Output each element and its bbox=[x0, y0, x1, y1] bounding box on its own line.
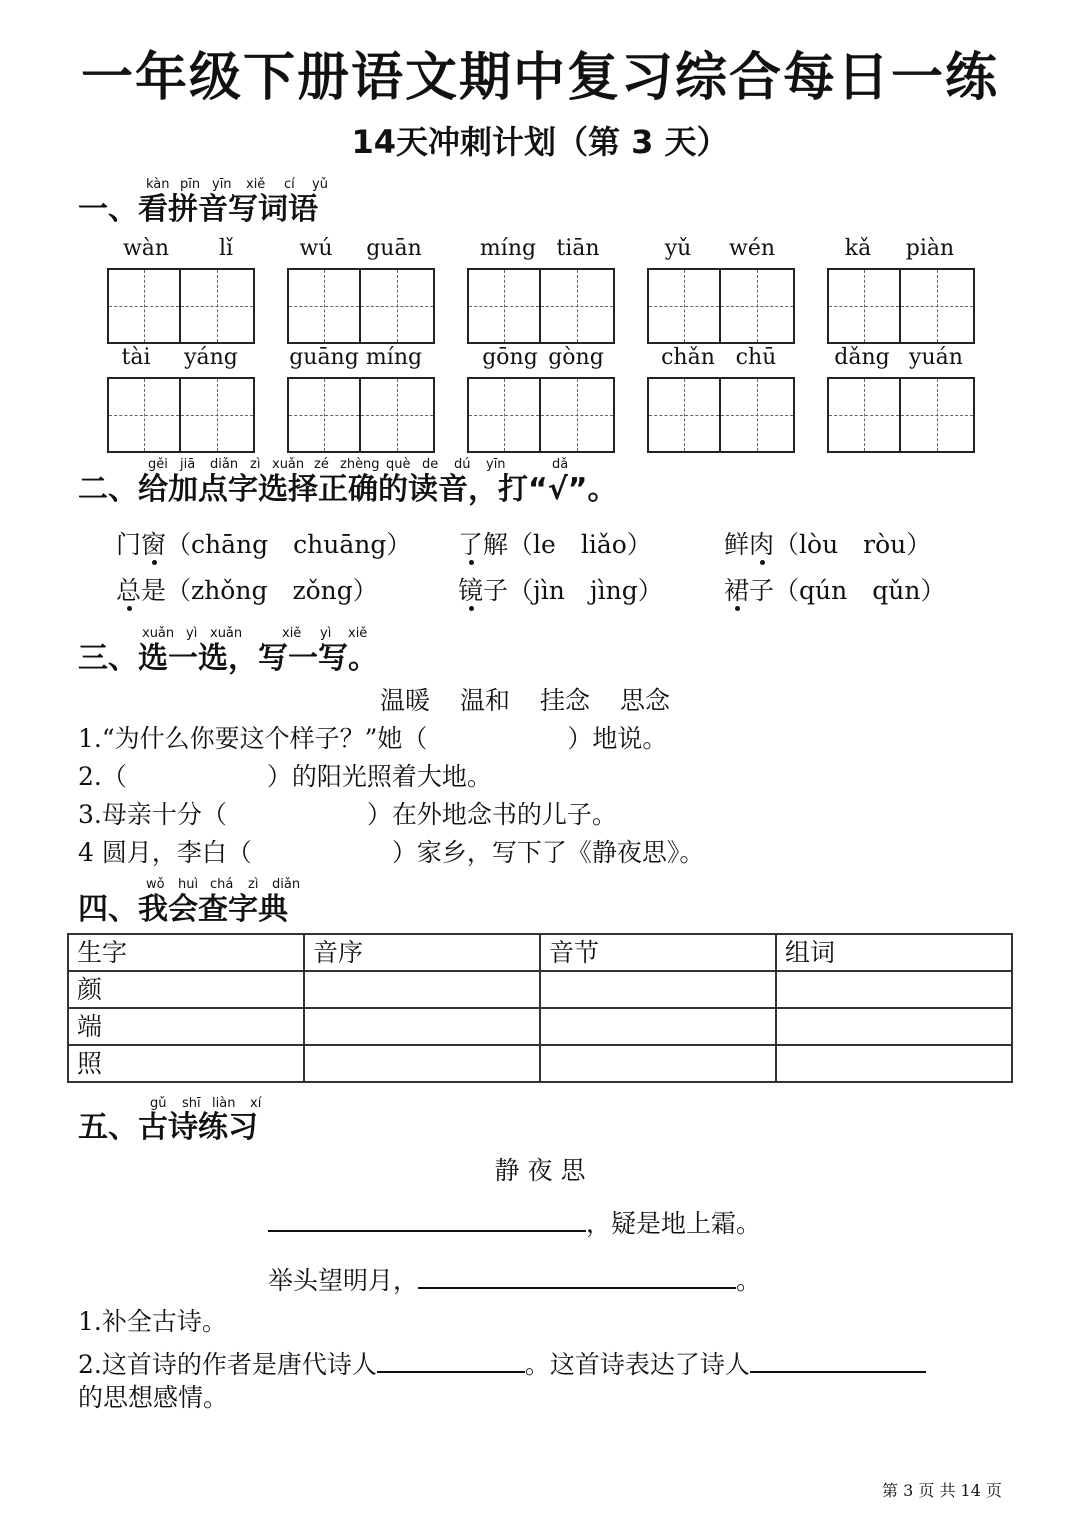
pinyin-annotation: xuǎn bbox=[210, 626, 243, 641]
pinyin-annotation: yì bbox=[186, 626, 198, 641]
writing-grid[interactable] bbox=[107, 377, 255, 453]
pinyin-annotation: xiě bbox=[246, 177, 266, 192]
section5-heading: 五、古诗练习 bbox=[78, 1110, 258, 1145]
pinyin-annotation: shī bbox=[182, 1096, 201, 1111]
question-text: ）的阳光照着大地。 bbox=[266, 762, 492, 791]
pinyin-label: piàn bbox=[905, 236, 955, 261]
dotted-char: 总 bbox=[116, 576, 142, 605]
answer-blank[interactable] bbox=[750, 1343, 926, 1373]
grid-cell[interactable] bbox=[181, 379, 253, 451]
answer-cell[interactable] bbox=[304, 1045, 540, 1082]
fill-question-1 bbox=[78, 722, 667, 756]
reading-options[interactable]: （zhǒng zǒng） bbox=[166, 576, 378, 605]
item-char: 子 bbox=[483, 576, 509, 605]
section1-heading: 一、看拼音写词语 bbox=[78, 192, 318, 227]
pinyin-label: chū bbox=[735, 345, 777, 370]
pinyin-annotation: liàn bbox=[212, 1096, 236, 1111]
reading-options[interactable]: （le liǎo） bbox=[508, 530, 652, 559]
word-option: 挂念 bbox=[540, 686, 591, 715]
poem-line-1 bbox=[268, 1202, 761, 1241]
pinyin-label: wén bbox=[728, 236, 776, 261]
pinyin-annotation: xuǎn bbox=[142, 626, 175, 641]
answer-cell[interactable] bbox=[540, 1045, 776, 1082]
pinyin-annotation: gěi bbox=[148, 457, 168, 472]
grid-cell[interactable] bbox=[109, 379, 181, 451]
dotted-char: 裙 bbox=[724, 576, 750, 605]
pinyin-label: míng bbox=[365, 345, 423, 370]
page-subtitle: 14天冲刺计划（第 3 天） bbox=[351, 123, 729, 161]
dictionary-table bbox=[67, 933, 1013, 1083]
fill-question-3 bbox=[78, 798, 617, 832]
pinyin-annotation: xiě bbox=[348, 626, 368, 641]
item-char: 解 bbox=[483, 530, 509, 559]
page-title: 一年级下册语文期中复习综合每日一练 bbox=[80, 48, 999, 108]
pinyin-label: yuán bbox=[909, 345, 963, 370]
pinyin-annotation: cí bbox=[284, 177, 295, 192]
poem-question-1: 1.补全古诗。 bbox=[78, 1307, 227, 1336]
pinyin-label: guāng bbox=[289, 345, 359, 370]
pronunciation-item bbox=[116, 528, 411, 562]
writing-grid[interactable] bbox=[467, 268, 615, 344]
pinyin-annotation: zì bbox=[250, 457, 261, 472]
answer-cell[interactable] bbox=[304, 1008, 540, 1045]
question-text: 1.“为什么你要这个样子？”她（ bbox=[78, 724, 428, 753]
pinyin-annotation: gǔ bbox=[150, 1096, 167, 1111]
item-char: 门 bbox=[116, 530, 142, 559]
grid-cell[interactable] bbox=[469, 270, 541, 342]
question-text: ）在外地念书的儿子。 bbox=[366, 800, 617, 829]
pinyin-label: dǎng bbox=[834, 345, 890, 370]
grid-cell[interactable] bbox=[829, 270, 901, 342]
poem-blank[interactable] bbox=[418, 1259, 736, 1289]
grid-cell[interactable] bbox=[361, 379, 433, 451]
grid-cell[interactable] bbox=[541, 270, 613, 342]
pinyin-label: wàn bbox=[122, 236, 170, 261]
answer-cell[interactable] bbox=[540, 1008, 776, 1045]
table-row bbox=[68, 1045, 1012, 1082]
pinyin-label: kǎ bbox=[844, 236, 872, 261]
pinyin-annotation: huì bbox=[178, 877, 199, 892]
pinyin-annotation: dú bbox=[454, 457, 471, 472]
pinyin-label: yǔ bbox=[664, 236, 692, 261]
pinyin-annotation: yīn bbox=[486, 457, 506, 472]
pinyin-label: guān bbox=[366, 236, 422, 261]
pinyin-annotation: zhèng bbox=[340, 457, 380, 472]
question-text: ）地说。 bbox=[567, 724, 668, 753]
section3-heading: 三、选一选，写一写。 bbox=[78, 641, 378, 676]
pinyin-annotation: què bbox=[386, 457, 411, 472]
pinyin-label: míng bbox=[479, 236, 537, 261]
question-text: 2.（ bbox=[78, 762, 127, 791]
character-cell: 照 bbox=[68, 1045, 304, 1082]
question-text: 3.母亲十分（ bbox=[78, 800, 227, 829]
character-cell: 端 bbox=[68, 1008, 304, 1045]
question-text: 4 圆月，李白（ bbox=[78, 838, 252, 867]
pinyin-annotation: xiě bbox=[282, 626, 302, 641]
grid-cell[interactable] bbox=[649, 270, 721, 342]
pinyin-annotation: zé bbox=[314, 457, 329, 472]
pinyin-label: yáng bbox=[184, 345, 238, 370]
answer-cell[interactable] bbox=[776, 971, 1012, 1008]
grid-cell[interactable] bbox=[289, 379, 361, 451]
grid-cell[interactable] bbox=[289, 270, 361, 342]
reading-options[interactable]: （qún qǔn） bbox=[774, 576, 946, 605]
item-char: 是 bbox=[141, 576, 167, 605]
pinyin-annotation: pīn bbox=[180, 177, 201, 192]
reading-options[interactable]: （lòu ròu） bbox=[774, 530, 932, 559]
pronunciation-item bbox=[724, 574, 945, 608]
dotted-char: 镜 bbox=[458, 576, 484, 605]
poem-question-2 bbox=[78, 1343, 926, 1382]
word-bank bbox=[380, 684, 670, 718]
poem-text: ，疑是地上霜。 bbox=[586, 1209, 762, 1238]
question-text: ）家乡，写下了《静夜思》。 bbox=[391, 838, 705, 867]
pronunciation-item bbox=[724, 528, 931, 562]
dotted-char: 窗 bbox=[141, 530, 167, 559]
grid-cell[interactable] bbox=[829, 379, 901, 451]
pinyin-annotation: jiā bbox=[180, 457, 196, 472]
pinyin-label: tài bbox=[121, 345, 151, 370]
column-header: 组词 bbox=[776, 934, 1012, 971]
pinyin-annotation: dǎ bbox=[552, 457, 569, 472]
pinyin-label: lǐ bbox=[218, 236, 234, 261]
grid-cell[interactable] bbox=[721, 270, 793, 342]
table-row bbox=[68, 971, 1012, 1008]
table-header-row bbox=[68, 934, 1012, 971]
poem-title: 静 夜 思 bbox=[494, 1156, 586, 1185]
grid-cell[interactable] bbox=[649, 379, 721, 451]
pinyin-label: gòng bbox=[548, 345, 604, 370]
writing-grid[interactable] bbox=[827, 268, 975, 344]
writing-grid[interactable] bbox=[467, 377, 615, 453]
writing-grid[interactable] bbox=[827, 377, 975, 453]
answer-blank[interactable] bbox=[377, 1343, 525, 1373]
pinyin-annotation: wǒ bbox=[146, 877, 165, 892]
pinyin-annotation: diǎn bbox=[210, 457, 239, 472]
item-char: 子 bbox=[749, 576, 775, 605]
pinyin-annotation: yīn bbox=[212, 177, 232, 192]
column-header: 生字 bbox=[68, 934, 304, 971]
pinyin-annotation: yì bbox=[320, 626, 332, 641]
pinyin-annotation: diǎn bbox=[272, 877, 301, 892]
writing-grid[interactable] bbox=[287, 377, 435, 453]
grid-cell[interactable] bbox=[361, 270, 433, 342]
pinyin-annotation: kàn bbox=[146, 177, 170, 192]
writing-grid[interactable] bbox=[647, 377, 795, 453]
word-option: 思念 bbox=[620, 686, 671, 715]
column-header: 音序 bbox=[304, 934, 540, 971]
grid-cell[interactable] bbox=[721, 379, 793, 451]
answer-cell[interactable] bbox=[776, 1008, 1012, 1045]
writing-grid[interactable] bbox=[647, 268, 795, 344]
word-option: 温和 bbox=[460, 686, 511, 715]
pronunciation-item bbox=[116, 574, 378, 608]
column-header: 音节 bbox=[540, 934, 776, 971]
answer-cell[interactable] bbox=[540, 971, 776, 1008]
poem-blank[interactable] bbox=[268, 1202, 586, 1232]
pinyin-label: wú bbox=[299, 236, 333, 261]
fill-question-2 bbox=[78, 760, 492, 794]
word-option: 温暖 bbox=[380, 686, 431, 715]
writing-grid[interactable] bbox=[287, 268, 435, 344]
reading-options[interactable]: （chāng chuāng） bbox=[166, 530, 412, 559]
pronunciation-item bbox=[458, 574, 663, 608]
grid-cell[interactable] bbox=[901, 379, 973, 451]
poem-question-2-end: 的思想感情。 bbox=[78, 1383, 229, 1412]
poem-line-2 bbox=[268, 1259, 761, 1298]
dotted-char: 肉 bbox=[749, 530, 775, 559]
character-cell: 颜 bbox=[68, 971, 304, 1008]
section2-heading: 二、给加点字选择正确的读音，打“√”。 bbox=[78, 472, 618, 507]
answer-cell[interactable] bbox=[776, 1045, 1012, 1082]
section4-heading: 四、我会查字典 bbox=[78, 892, 288, 927]
pinyin-label: chǎn bbox=[661, 345, 715, 370]
question-text: 。这首诗表达了诗人 bbox=[524, 1350, 750, 1379]
grid-cell[interactable] bbox=[109, 270, 181, 342]
pinyin-annotation: xuǎn bbox=[272, 457, 305, 472]
table-row bbox=[68, 1008, 1012, 1045]
reading-options[interactable]: （jìn jìng） bbox=[508, 576, 663, 605]
grid-cell[interactable] bbox=[469, 379, 541, 451]
question-text: 2.这首诗的作者是唐代诗人 bbox=[78, 1350, 377, 1379]
poem-text: 举头望明月， bbox=[268, 1266, 419, 1295]
pinyin-annotation: xí bbox=[250, 1096, 262, 1111]
pinyin-annotation: yǔ bbox=[312, 177, 328, 192]
pinyin-label: gōng bbox=[482, 345, 538, 370]
grid-cell[interactable] bbox=[901, 270, 973, 342]
fill-question-4 bbox=[78, 836, 704, 870]
pronunciation-item bbox=[458, 528, 652, 562]
item-char: 鲜 bbox=[724, 530, 750, 559]
pinyin-label: tiān bbox=[556, 236, 600, 261]
pinyin-annotation: zì bbox=[248, 877, 259, 892]
answer-cell[interactable] bbox=[304, 971, 540, 1008]
writing-grid[interactable] bbox=[107, 268, 255, 344]
pinyin-annotation: de bbox=[422, 457, 439, 472]
page-number: 第 3 页 共 14 页 bbox=[882, 1481, 1002, 1500]
grid-cell[interactable] bbox=[181, 270, 253, 342]
dotted-char: 了 bbox=[458, 530, 484, 559]
grid-cell[interactable] bbox=[541, 379, 613, 451]
poem-text: 。 bbox=[736, 1266, 762, 1295]
pinyin-annotation: chá bbox=[210, 877, 234, 892]
